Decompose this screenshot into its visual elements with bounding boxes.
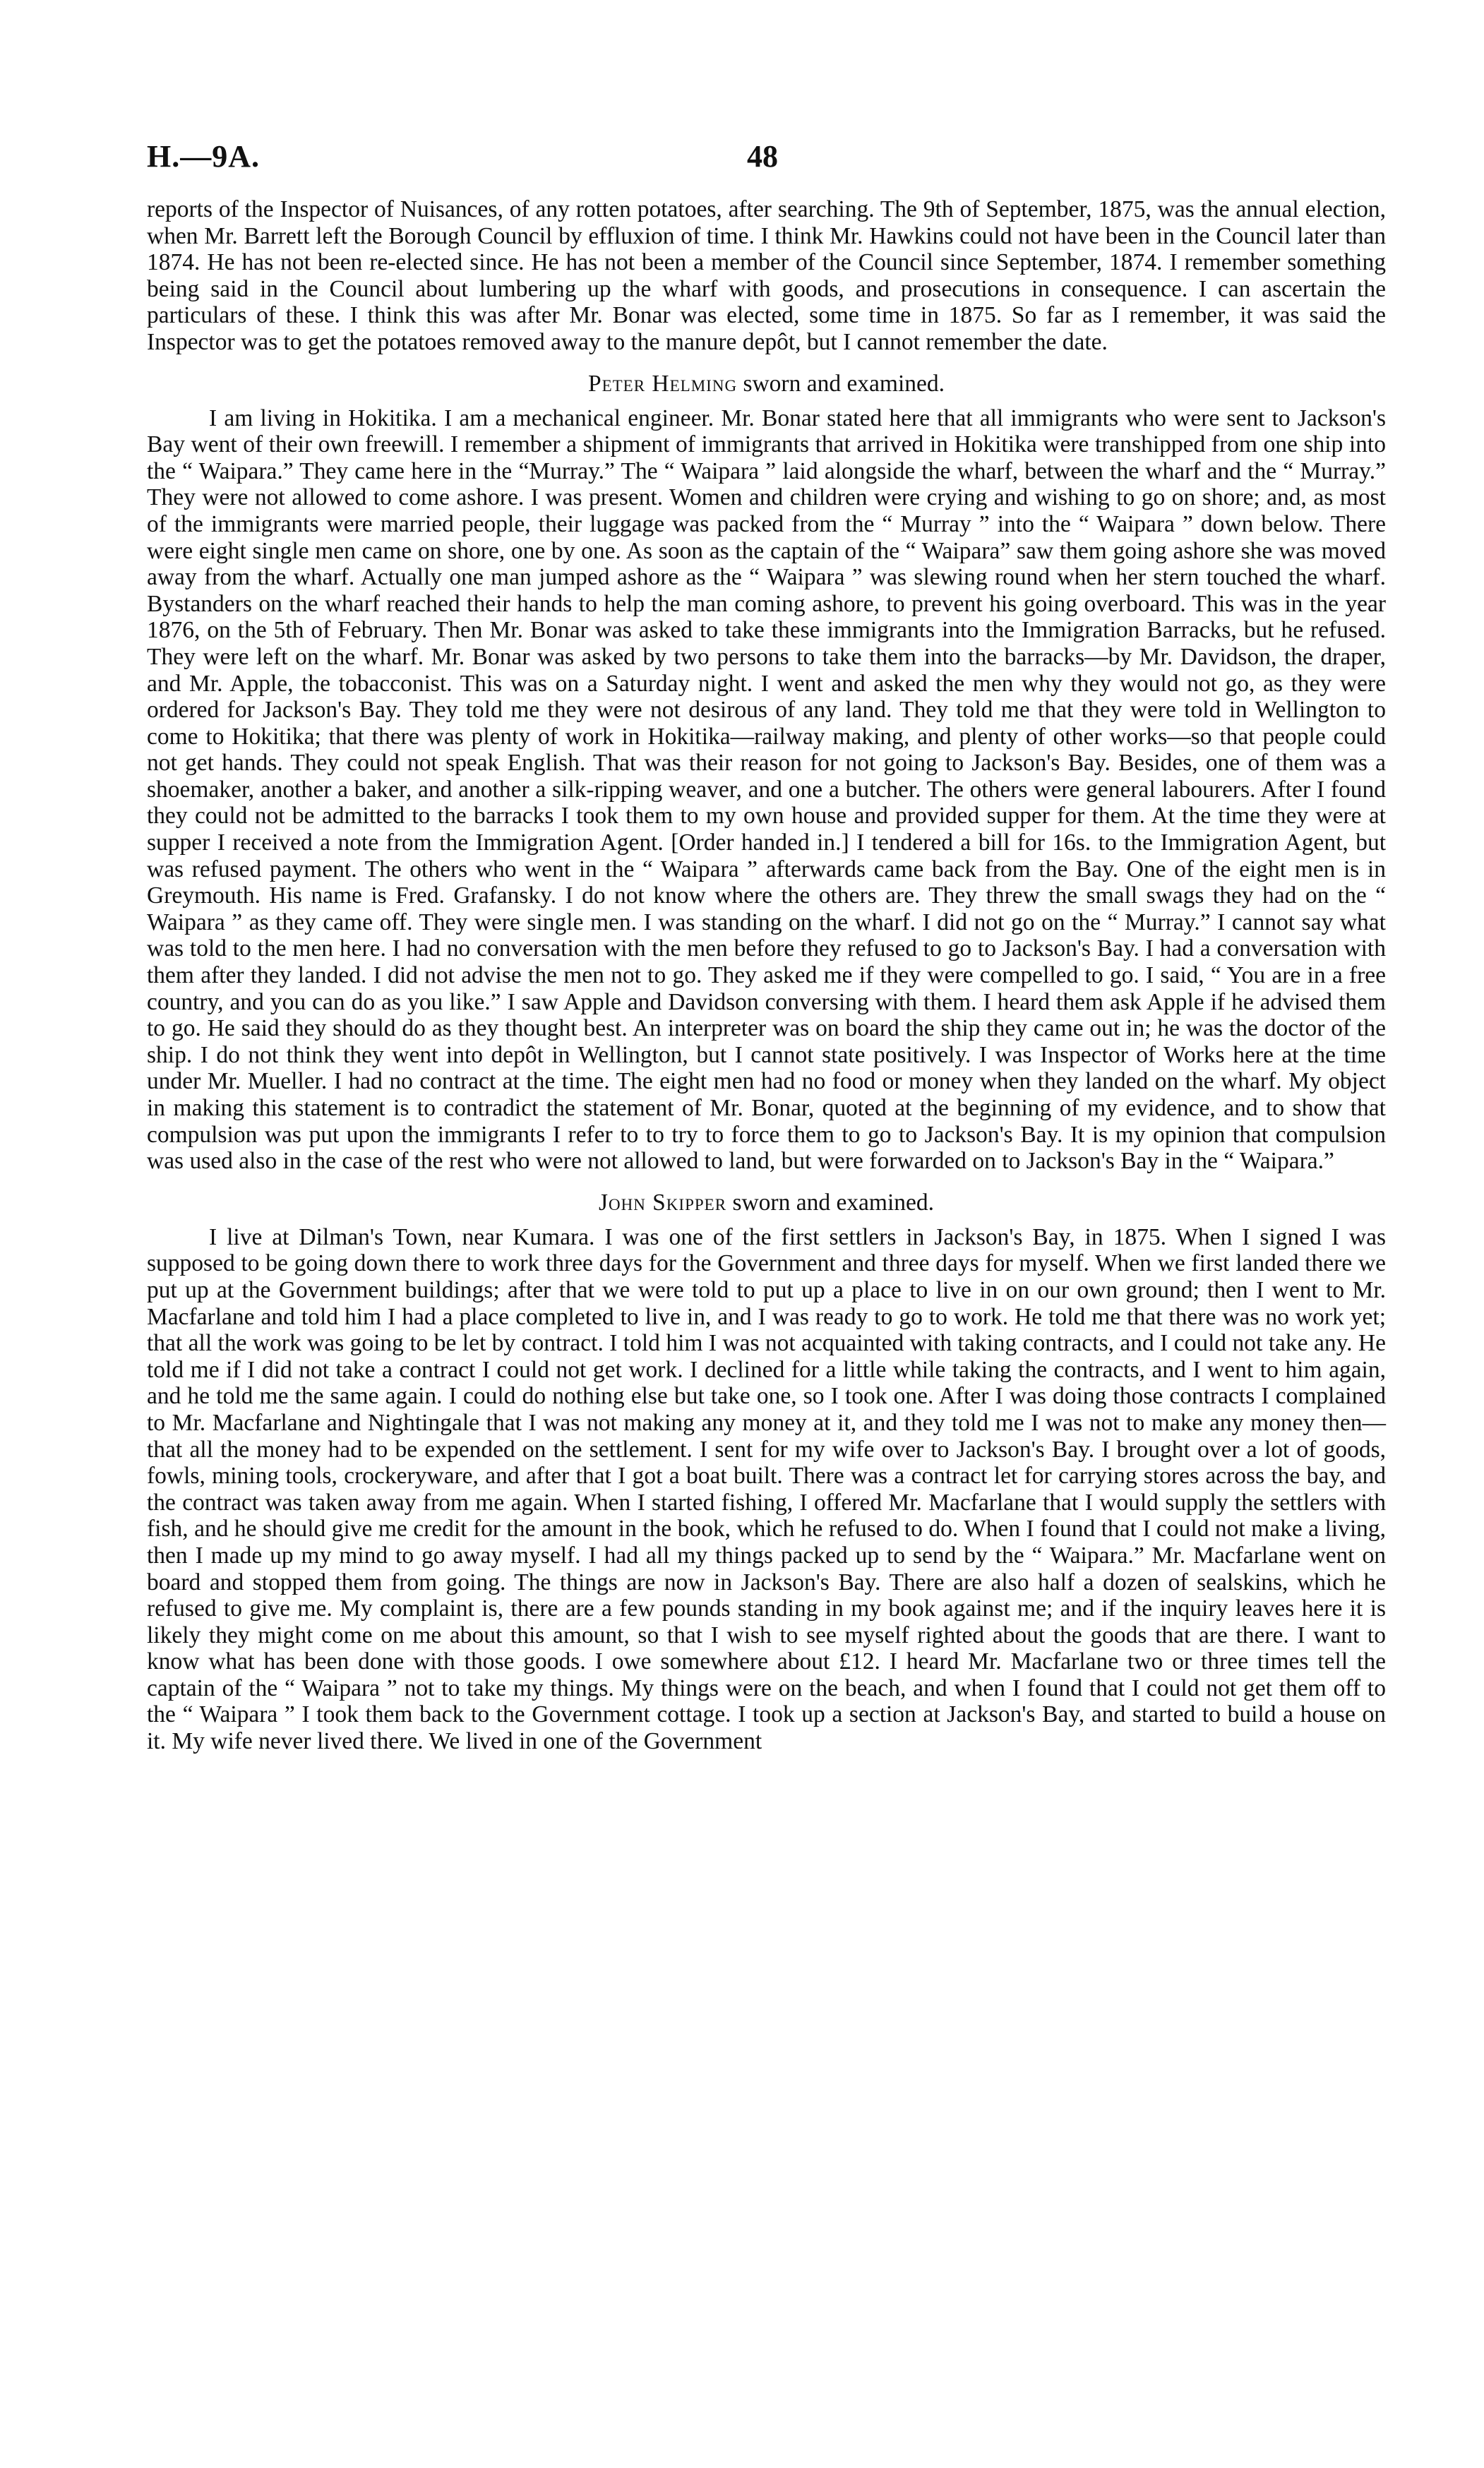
document-body: [147, 196, 1386, 1755]
witness-heading-rest: sworn and examined.: [737, 370, 945, 397]
witness-heading-peter-helming: [147, 370, 1386, 398]
witness-name: John Skipper: [598, 1189, 727, 1216]
witness-heading-john-skipper: [147, 1189, 1386, 1217]
page-header: [147, 138, 1386, 181]
witness-name: Peter Helming: [587, 370, 738, 397]
paragraph-peter-helming-evidence: I am living in Hokitika. I am a mechanical engineer. Mr. Bonar stated here that all immigrants who were sent to Jackson's Bay went of their own freewill. I remember a shipment of immigrants that arrived in Hokitika were transhipped from one ship into the “ Waipara.” They came here in the “Murray.” The “ Waipara ” laid alongside the wharf, between the wharf and the “ Murray.” They were not allowed to come ashore. I was present. Women and children were crying and wishing to go on shore; and, as most of the immigrants were married people, their luggage was packed from the “ Murray ” into the “ Waipara ” down below. There were eight single men came on shore, one by one. As soon as the captain of the “ Waipara” saw them going ashore she was moved away from the wharf. Actually one man jumped ashore as the “ Waipara ” was slewing round when her stern touched the wharf. Bystanders on the wharf reached their hands to help the man coming ashore, to prevent his going overboard. This was in the year 1876, on the 5th of February. Then Mr. Bonar was asked to take these immigrants into the Immigration Barracks, but he refused. They were left on the wharf. Mr. Bonar was asked by two persons to take them into the barracks—by Mr. Davidson, the draper, and Mr. Apple, the tobacconist. This was on a Saturday night. I went and asked the men why they would not go, as they were ordered for Jackson's Bay. They told me they were not desirous of any land. They told me that they were told in Wellington to come to Hokitika; that there was plenty of work in Hokitika—railway making, and plenty of other works—so that people could not get hands. They could not speak English. That was their reason for not going to Jackson's Bay. Besides, one of them was a shoemaker, another a baker, and another a silk-ripping weaver, and one a butcher. The others were general labourers. After I found they could not be admitted to the barracks I took them to my own house and provided supper for them. At the time they were at supper I received a note from the Immigration Agent. [Order handed in.] I tendered a bill for 16s. to the Immigration Agent, but was refused payment. The others who went in the “ Waipara ” afterwards came back from the Bay. One of the eight men is in Greymouth. His name is Fred. Grafansky. I do not know where the others are. They threw the small swags they had on the “ Waipara ” as they came off. They were single men. I was standing on the wharf. I did not go on the “ Murray.” I cannot say what was told to the men here. I had no conversation with the men before they refused to go to Jackson's Bay. I had a conversation with them after they landed. I did not advise the men not to go. They asked me if they were compelled to go. I said, “ You are in a free country, and you can do as you like.” I saw Apple and Davidson conversing with them. I heard them ask Apple if he advised them to go. He said they should do as they thought best. An interpreter was on board the ship they came out in; he was the doctor of the ship. I do not think they went into depôt in Wellington, but I cannot state positively. I was Inspector of Works here at the time under Mr. Mueller. I had no contract at the time. The eight men had no food or money when they landed on the wharf. My object in making this statement is to contradict the statement of Mr. Bonar, quoted at the beginning of my evidence, and to show that compulsion was put upon the immigrants I refer to to try to force them to go to Jackson's Bay. It is my opinion that compulsion was used also in the case of the rest who were not allowed to land, but were forwarded on to Jackson's Bay in the “ Waipara.”: [147, 405, 1386, 1175]
paragraph-john-skipper-evidence: I live at Dilman's Town, near Kumara. I was one of the first settlers in Jackson's Bay, in 1875. When I signed I was supposed to be going down there to work three days for the Government and three days for myself. When we first landed there we put up at the Government buildings; after that we were told to put up a place to live in on our own ground; then I went to Mr. Macfarlane and told him I had a place completed to live in, and I was ready to go to work. He told me that there was no work yet; that all the work was going to be let by contract. I told him I was not acquainted with taking contracts, and I could not take any. He told me if I did not take a contract I could not get work. I declined for a little while taking the contracts, and I went to him again, and he told me the same again. I could do nothing else but take one, so I took one. After I was doing those contracts I complained to Mr. Macfarlane and Nightingale that I was not making any money at it, and they told me I was not to make any money then—that all the money had to be expended on the settlement. I sent for my wife over to Jackson's Bay. I brought over a lot of goods, fowls, mining tools, crockeryware, and after that I got a boat built. There was a contract let for carrying stores across the bay, and the contract was taken away from me again. When I started fishing, I offered Mr. Macfarlane that I would supply the settlers with fish, and he should give me credit for the amount in the book, which he refused to do. When I found that I could not make a living, then I made up my mind to go away myself. I had all my things packed up to send by the “ Waipara.” Mr. Macfarlane went on board and stopped them from going. The things are now in Jackson's Bay. There are also half a dozen of sealskins, which he refused to give me. My complaint is, there are a few pounds standing in my book against me; and if the inquiry leaves here it is likely they might come on me about this amount, so that I wish to see myself righted about the goods that are there. I want to know what has been done with those goods. I owe somewhere about £12. I heard Mr. Macfarlane two or three times tell the captain of the “ Waipara ” not to take my things. My things were on the beach, and when I found that I could not get them off to the “ Waipara ” I took them back to the Government cottage. I took up a section at Jackson's Bay, and started to build a house on it. My wife never lived there. We lived in one of the Government: [147, 1223, 1386, 1755]
page-number: 48: [747, 139, 778, 174]
paragraph-continuation: reports of the Inspector of Nuisances, of any rotten potatoes, after searching. The 9th of September, 1875, was the annual election, when Mr. Barrett left the Borough Council by effluxion of time. I think Mr. Hawkins could not have been in the Council later than 1874. He has not been re-elected since. He has not been a member of the Council since September, 1874. I remember something being said in the Council about lumbering up the wharf with goods, and prosecutions in consequence. I can ascertain the particulars of these. I think this was after Mr. Bonar was elected, some time in 1875. So far as I remember, it was said the Inspector was to get the potatoes removed away to the manure depôt, but I cannot remember the date.: [147, 196, 1386, 355]
document-code: H.—9A.: [147, 139, 260, 174]
witness-heading-rest: sworn and examined.: [726, 1189, 935, 1216]
